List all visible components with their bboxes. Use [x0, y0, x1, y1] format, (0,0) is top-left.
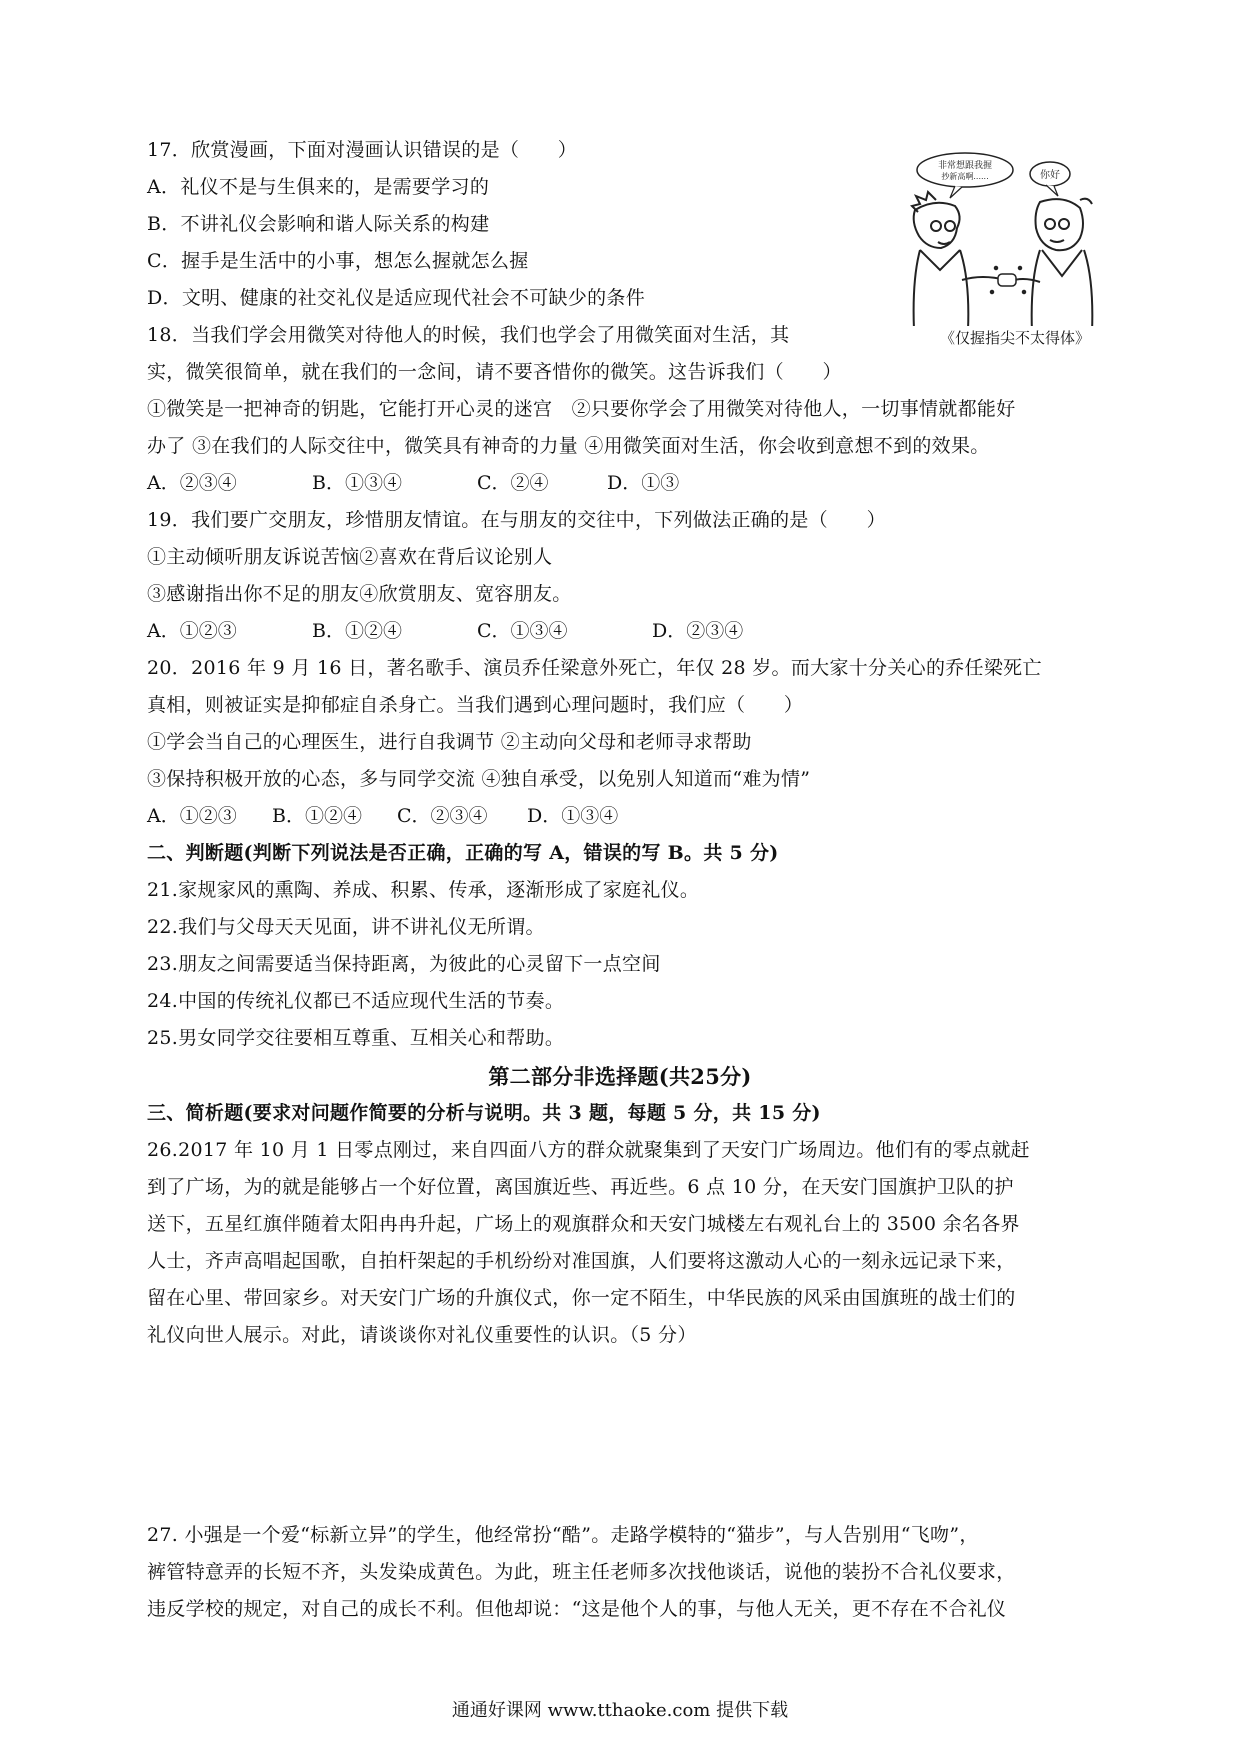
q18-line-2: 实，微笑很简单，就在我们的一念间，请不要吝惜你的微笑。这告诉我们（ ）	[147, 361, 842, 383]
q18-options	[147, 469, 679, 497]
q19-options	[147, 617, 743, 645]
q20-option-c: C．②③④	[397, 805, 488, 827]
q19-line-2: ①主动倾听朋友诉说苦恼②喜欢在背后议论别人	[147, 546, 553, 568]
cartoon-caption: 《仅握指尖不太得体》	[939, 329, 1090, 347]
q18-line-4: 办了 ③在我们的人际交往中，微笑具有神奇的力量 ④用微笑面对生活，你会收到意想不到的效果。	[147, 435, 990, 457]
page-footer: 通通好课网 www.tthaoke.com 提供下载	[451, 1700, 789, 1721]
q18-line-3: ①微笑是一把神奇的钥匙，它能打开心灵的迷宫 ②只要你学会了用微笑对待他人，一切事情就都能好	[147, 398, 1016, 420]
q17-stem: 17．欣赏漫画，下面对漫画认识错误的是（ ）	[147, 139, 578, 161]
q26-line-4: 人士，齐声高唱起国歌，自拍杆架起的手机纷纷对准国旗，人们要将这激动人心的一刻永远记录下来，	[147, 1250, 1016, 1272]
q27-line-1: 27. 小强是一个爱“标新立异”的学生，他经常扮“酷”。走路学模特的“猫步”，与人告别用“飞吻”，	[147, 1524, 979, 1546]
q26-line-2: 到了广场，为的就是能够占一个好位置，离国旗近些、再近些。6 点 10 分，在天安门国旗护卫队的护	[147, 1176, 1014, 1198]
q18-option-c: C．②④	[477, 472, 549, 494]
q20-line-3: ①学会当自己的心理医生，进行自我调节 ②主动向父母和老师寻求帮助	[147, 731, 752, 753]
part-2-title: 第二部分非选择题(共25分)	[488, 1064, 752, 1089]
q18-option-b: B．①③④	[312, 472, 402, 494]
q18-line-1: 18．当我们学会用微笑对待他人的时候，我们也学会了用微笑面对生活，其	[147, 324, 790, 346]
q27-line-2: 裤管特意弄的长短不齐，头发染成黄色。为此，班主任老师多次找他谈话，说他的装扮不合礼仪要求，	[147, 1561, 1016, 1583]
q19-option-d: D．②③④	[652, 620, 744, 642]
q26-line-6: 礼仪向世人展示。对此，请谈谈你对礼仪重要性的认识。（5 分）	[147, 1324, 697, 1346]
q20-line-1: 20．2016 年 9 月 16 日，著名歌手、演员乔任梁意外死亡，年仅 28 岁。而大家十分关心的乔任梁死亡	[147, 657, 1042, 679]
q17-option-b: B．不讲礼仪会影响和谐人际关系的构建	[147, 213, 490, 235]
q19-option-c: C．①③④	[477, 620, 568, 642]
q20-line-2: 真相，则被证实是抑郁症自杀身亡。当我们遇到心理问题时，我们应（ ）	[147, 694, 804, 716]
q19-stem: 19．我们要广交朋友，珍惜朋友情谊。在与朋友的交往中，下列做法正确的是（ ）	[147, 509, 886, 531]
q17-option-d: D．文明、健康的社交礼仪是适应现代社会不可缺少的条件	[147, 287, 646, 309]
q26-line-3: 送下，五星红旗伴随着太阳冉冉升起，广场上的观旗群众和天安门城楼左右观礼台上的 3500 余名各界	[147, 1213, 1020, 1235]
q19-line-3: ③感谢指出你不足的朋友④欣赏朋友、宽容朋友。	[147, 583, 572, 605]
q18-option-a: A．②③④	[147, 472, 237, 494]
q19-option-b: B．①②④	[312, 620, 402, 642]
q23-statement: 23.朋友之间需要适当保持距离，为彼此的心灵留下一点空间	[147, 953, 661, 975]
right-person-figure	[1008, 199, 1094, 332]
q18-option-d: D．①③	[607, 472, 680, 494]
q27-line-3: 违反学校的规定，对自己的成长不利。但他却说：“这是他个人的事，与他人无关，更不存在不合礼仪	[147, 1598, 1007, 1620]
right-bubble-text: 你好	[1040, 170, 1060, 181]
section-3-heading: 三、简析题(要求对问题作简要的分析与说明。共 3 题，每题 5 分，共 15 分)	[147, 1102, 821, 1124]
q26-line-5: 留在心里、带回家乡。对天安门广场的升旗仪式，你一定不陌生，中华民族的风采由国旗班的战士们的	[147, 1287, 1016, 1309]
section-2-heading: 二、判断题(判断下列说法是否正确，正确的写 A，错误的写 B。共 5 分)	[147, 842, 779, 864]
q17-option-c: C．握手是生活中的小事，想怎么握就怎么握	[147, 250, 529, 272]
q22-statement: 22.我们与父母天天见面，讲不讲礼仪无所谓。	[147, 916, 545, 938]
q26-line-1: 26.2017 年 10 月 1 日零点刚过，来自四面八方的群众就聚集到了天安门广场周边。他们有的零点就赶	[147, 1139, 1030, 1161]
q20-option-a: A．①②③	[147, 805, 237, 827]
q19-option-a: A．①②③	[147, 620, 237, 642]
left-bubble-text: 非常想跟我握	[937, 161, 993, 171]
q20-options	[147, 802, 618, 830]
q21-statement: 21.家规家风的熏陶、养成、积累、传承，逐渐形成了家庭礼仪。	[147, 879, 700, 901]
q24-statement: 24.中国的传统礼仪都已不适应现代生活的节奏。	[147, 990, 565, 1012]
q17-option-a: A．礼仪不是与生俱来的，是需要学习的	[147, 176, 490, 198]
left-bubble-text-2: 抄新高啊......	[941, 172, 989, 181]
q20-option-b: B．①②④	[272, 805, 362, 827]
left-person-figure	[912, 192, 1006, 330]
q20-option-d: D．①③④	[527, 805, 619, 827]
handshake-cartoon-illustration	[900, 150, 1130, 355]
q20-line-4: ③保持积极开放的心态，多与同学交流 ④独自承受，以免别人知道而“难为情”	[147, 768, 811, 790]
q25-statement: 25.男女同学交往要相互尊重、互相关心和帮助。	[147, 1027, 565, 1049]
